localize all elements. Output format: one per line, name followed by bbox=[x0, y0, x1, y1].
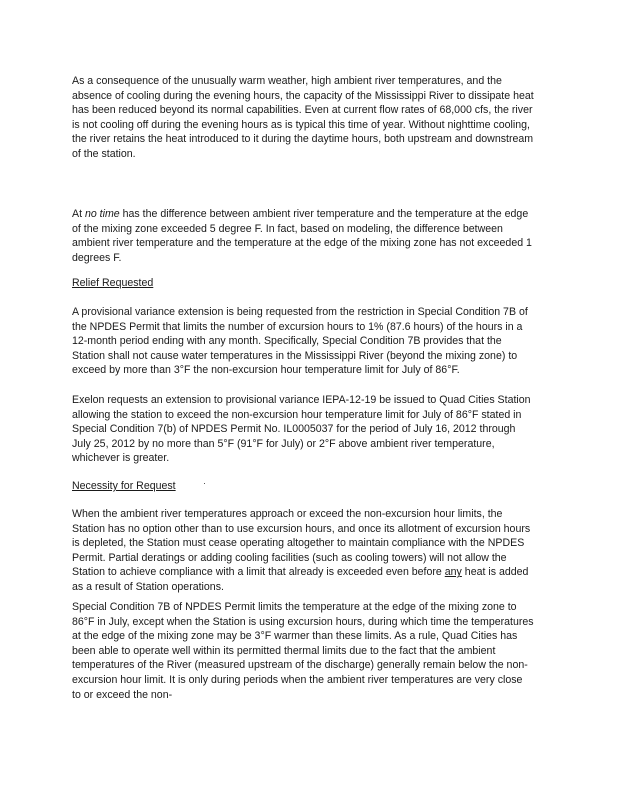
paragraph-mixing-zone bbox=[72, 207, 534, 265]
paragraph-mixing-zone-lead: At bbox=[72, 208, 85, 220]
paragraph-special-condition-7b: Special Condition 7B of NPDES Permit limits the temperature at the edge of the mixing zone to 86°F in July, except when the Station is using excursion hours, during which time the temperatures at the edge of the mixing zone may be 3°F warmer than these limits. As a rule, Quad Cities has been able to operate well within its permitted thermal limits due to the fact that the ambient temperatures of the River (measured upstream of the discharge) generally remain below the non-excursion hour limit. It is only during periods when the ambient river temperatures are very close to or exceed the non- bbox=[72, 601, 534, 701]
scan-speck bbox=[204, 483, 205, 484]
heading-relief-requested: Relief Requested bbox=[72, 277, 154, 289]
paragraph-exelon-request: Exelon requests an extension to provisional variance IEPA-12-19 be issued to Quad Cities Station allowing the station to exceed the non-excursion hour temperature limit for July of 86°F stated in Special Condition 7(b) of NPDES Permit No. IL0005037 for the period of July 16, 2012 through July 25, 2012 by no more than 5°F (91°F for July) or 2°F above ambient river temperature, whichever is greater. bbox=[72, 394, 531, 465]
heading-necessity-for-request: Necessity for Request bbox=[72, 480, 176, 492]
paragraph-river-capacity: As a consequence of the unusually warm weather, high ambient river temperatures, and the absence of cooling during the evening hours, the capacity of the Mississippi River to dissipate heat has been reduced beyond its normal capabilities. Even at current flow rates of 68,000 cfs, the river is not cooling off during the evening hours as is typical this time of year. Without nighttime cooling, the river retains the heat introduced to it during the daytime hours, both upstream and downstream of the station. bbox=[72, 75, 534, 160]
emphasis-no-time: no time bbox=[84, 208, 120, 220]
paragraph-excursion-hours-lead: When the ambient river temperatures approach or exceed the non-excursion hour limits, the Station has no option other than to use excursion hours, and once its allotment of excursion hours is depleted, the Station must cease operating altogether to maintain compliance with the NPDES Permit. Partial deratings or adding cooling facilities (such as cooling towers) will not allow the Station to achieve compliance with a limit that already is exceeded even before bbox=[72, 508, 531, 579]
underlined-any: any bbox=[444, 566, 462, 579]
paragraph-variance-extension: A provisional variance extension is being requested from the restriction in Special Condition 7B of the NPDES Permit that limits the number of excursion hours to 1% (87.6 hours) of the hours in a 12-month period ending with any month. Specifically, Special Condition 7B provides that the Station shall not cause water temperatures in the Mississippi River (beyond the mixing zone) to exceed by more than 3°F the non-excursion hour temperature limit for July of 86°F. bbox=[72, 306, 528, 377]
paragraph-mixing-zone-rest: has the difference between ambient river temperature and the temperature at the edge of the mixing zone exceeded 5 degree F. In fact, based on modeling, the difference between ambient river temperature and the temperature at the edge of the mixing zone has not exceeded 1 degrees F. bbox=[72, 208, 532, 264]
paragraph-excursion-hours-rest: heat is added as a result of Station operations. bbox=[72, 566, 529, 593]
paragraph-excursion-hours bbox=[72, 507, 534, 595]
